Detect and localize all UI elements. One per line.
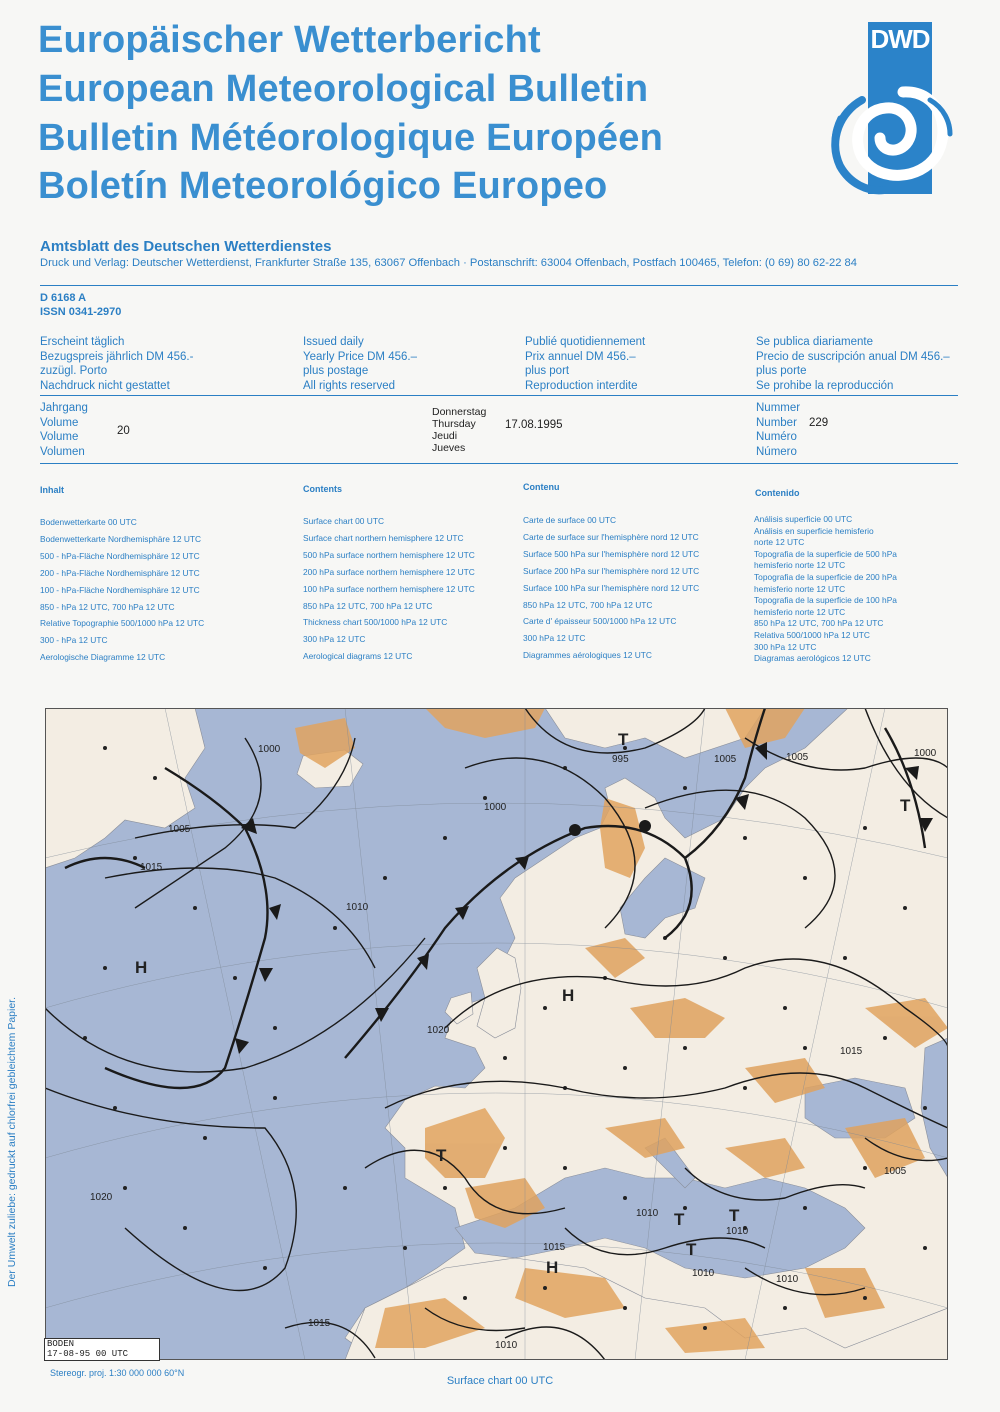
contents-item: Surface 500 hPa sur l'hemisphère nord 12 UTC	[523, 548, 700, 559]
agency-name: Amtsblatt des Deutschen Wetterdienstes	[40, 238, 332, 255]
contents-item: hemisferio norte 12 UTC	[754, 583, 846, 594]
contents-item: Surface 200 hPa sur l'hemisphère nord 12 UTC	[523, 565, 700, 576]
contents-item: Surface chart northern hemisphere 12 UTC	[303, 532, 464, 543]
chart-stamp	[44, 1338, 160, 1361]
contents-item: 850 hPa 12 UTC, 700 hPa 12 UTC	[523, 599, 653, 610]
info-line: Reproduction interdite	[525, 379, 638, 392]
isobar-label: 1005	[884, 1166, 907, 1177]
contents-item: 500 hPa surface northern hemisphere 12 UTC	[303, 549, 475, 560]
recycled-paper-note: Der Umwelt zuliebe: gedruckt auf chlorfrei gebleichtem Papier.	[6, 996, 18, 1288]
low-pressure-center: T	[729, 1206, 740, 1225]
contents-item: 200 hPa surface northern hemisphere 12 UTC	[303, 566, 475, 577]
isobar-label: 1010	[726, 1226, 749, 1237]
contents-item: Relative Topographie 500/1000 hPa 12 UTC	[40, 618, 205, 629]
contents-item: 100 hPa surface northern hemisphere 12 UTC	[303, 583, 475, 594]
contents-list-es	[754, 514, 897, 665]
info-line: plus postage	[303, 365, 369, 377]
high-pressure-center: H	[135, 958, 148, 977]
isobar-label: 1005	[168, 824, 191, 835]
number-label: Número	[756, 445, 797, 458]
contents-heading-es: Contenido	[755, 488, 800, 498]
divider	[40, 395, 958, 396]
stamp-title: BODEN	[47, 1339, 75, 1349]
volume-label: Volumen	[40, 445, 85, 458]
contents-item: Carte d' épaisseur 500/1000 hPa 12 UTC	[523, 616, 677, 627]
info-line: plus porte	[756, 365, 807, 377]
isobar-label: 1015	[140, 862, 163, 873]
number-label: Number	[756, 416, 797, 429]
weekday: Jeudi	[432, 430, 458, 442]
issue-number: 229	[809, 417, 829, 429]
number-labels	[756, 401, 800, 459]
contents-item: Diagrammes aérologiques 12 UTC	[523, 650, 652, 661]
contents-item: Análisis superficie 00 UTC	[754, 514, 853, 524]
contents-item: Bodenwetterkarte 00 UTC	[40, 517, 137, 527]
isobar-label: 1010	[636, 1208, 659, 1219]
weekday: Donnerstag	[432, 406, 487, 418]
contents-item: Topografia de la superficie de 100 hPa	[754, 595, 897, 606]
contents-item: Thickness chart 500/1000 hPa 12 UTC	[303, 617, 448, 628]
volume-labels	[40, 401, 88, 459]
projection-note: Stereogr. proj. 1:30 000 000 60°N	[50, 1368, 185, 1378]
contents-item: 200 - hPa-Fläche Nordhemisphäre 12 UTC	[40, 567, 200, 578]
number-label: Nummer	[756, 402, 801, 414]
info-line: Se publica diariamente	[756, 336, 873, 348]
publisher-address: Druck und Verlag: Deutscher Wetterdienst, Frankfurter Straße 135, 63067 Offenbach · Postanschrift: 63004 Offenbach, Postfach 100465, Telefon: (0 69) 80 62-22 84	[40, 257, 857, 269]
isobar-label: 1010	[692, 1268, 715, 1279]
info-line: zuzügl. Porto	[40, 365, 108, 377]
publication-info-fr	[525, 335, 645, 393]
contents-item: 500 - hPa-Fläche Nordhemisphäre 12 UTC	[40, 550, 200, 561]
isobar-label: 1020	[90, 1192, 113, 1203]
number-label: Numéro	[756, 431, 797, 443]
contents-item: norte 12 UTC	[754, 537, 805, 548]
isobar-label: 1005	[786, 752, 809, 763]
info-line: Prix annuel DM 456.–	[525, 350, 636, 363]
publication-info-es	[756, 335, 950, 393]
title-french: Bulletin Météorologique Européen	[38, 117, 663, 159]
info-line: Se prohibe la reproducción	[756, 379, 894, 392]
isobar-label: 1005	[714, 754, 737, 765]
isobar-label: 1000	[258, 744, 281, 755]
divider	[40, 285, 958, 286]
volume-value: 20	[117, 425, 130, 437]
contents-item: Carte de surface sur l'hemisphère nord 12 UTC	[523, 531, 699, 542]
contents-heading-en: Contents	[303, 484, 342, 494]
high-pressure-center: H	[546, 1258, 559, 1277]
isobar-label: 1015	[840, 1046, 863, 1057]
contents-heading-de: Inhalt	[40, 485, 64, 495]
weekday: Jueves	[432, 442, 466, 454]
publication-info-de	[40, 335, 193, 393]
isobar-label: 1020	[427, 1025, 450, 1036]
stamp-date: 17-08-95 00 UTC	[47, 1349, 129, 1359]
contents-item: 300 hPa 12 UTC	[754, 641, 817, 652]
isobar-label: 1000	[484, 802, 507, 813]
contents-list-en	[303, 513, 475, 665]
low-pressure-center: T	[674, 1210, 685, 1229]
contents-item: 300 hPa 12 UTC	[303, 634, 366, 645]
isobar-label: 1010	[776, 1274, 799, 1285]
contents-item: hemisferio norte 12 UTC	[754, 560, 846, 571]
contents-item: Diagramas aerológicos 12 UTC	[754, 653, 871, 664]
divider	[40, 463, 958, 464]
contents-heading-fr: Contenu	[523, 482, 560, 492]
contents-item: Topografia de la superficie de 500 hPa	[754, 548, 897, 559]
info-line: Bezugspreis jährlich DM 456.-	[40, 350, 194, 363]
low-pressure-center: T	[900, 796, 911, 815]
volume-label: Volume	[40, 431, 79, 443]
logo-text: DWD	[870, 24, 930, 54]
contents-item: 850 hPa 12 UTC, 700 hPa 12 UTC	[303, 600, 433, 611]
contents-item: Surface chart 00 UTC	[303, 516, 384, 526]
volume-label: Volume	[40, 416, 79, 429]
contents-item: Topografia de la superficie de 200 hPa	[754, 571, 897, 582]
contents-item: Bodenwetterkarte Nordhemisphäre 12 UTC	[40, 533, 202, 544]
contents-item: 300 hPa 12 UTC	[523, 633, 586, 644]
publication-code: D 6168 A	[40, 292, 87, 304]
info-line: Publié quotidiennement	[525, 336, 646, 348]
isobar-label: 1015	[308, 1318, 331, 1329]
contents-item: hemisferio norte 12 UTC	[754, 606, 846, 617]
contents-item: Aerological diagrams 12 UTC	[303, 651, 413, 662]
title-spanish: Boletín Meteorológico Europeo	[38, 165, 608, 207]
chart-caption: Surface chart 00 UTC	[446, 1375, 554, 1387]
isobar-label: 1010	[495, 1340, 518, 1351]
contents-item: Aerologische Diagramme 12 UTC	[40, 652, 166, 663]
low-pressure-center: T	[686, 1240, 697, 1259]
title-english: European Meteorological Bulletin	[38, 68, 649, 110]
low-pressure-center: T	[436, 1146, 447, 1165]
dwd-swirl-logo-icon	[810, 60, 960, 200]
weekday-labels	[432, 406, 486, 454]
contents-item: 850 hPa 12 UTC, 700 hPa 12 UTC	[754, 618, 884, 629]
contents-item: Relativa 500/1000 hPa 12 UTC	[754, 629, 870, 640]
info-line: Erscheint täglich	[40, 336, 125, 348]
contents-item: 300 - hPa 12 UTC	[40, 635, 108, 646]
publication-info-en	[303, 335, 417, 393]
contents-item: Carte de surface 00 UTC	[523, 515, 617, 525]
contents-item: 100 - hPa-Fläche Nordhemisphäre 12 UTC	[40, 584, 200, 595]
volume-label: Jahrgang	[40, 402, 88, 414]
contents-list-fr	[523, 512, 699, 664]
issue-date: 17.08.1995	[505, 419, 563, 431]
low-pressure-center: T	[618, 730, 629, 749]
high-pressure-center: H	[562, 986, 575, 1005]
isobar-label: 1010	[346, 902, 369, 913]
isobar-label: 1015	[543, 1242, 566, 1253]
isobar-label: 995	[612, 754, 629, 765]
issn-number: ISSN 0341-2970	[40, 306, 122, 318]
weekday: Thursday	[432, 418, 476, 430]
info-line: Nachdruck nicht gestattet	[40, 379, 170, 392]
contents-item: 850 - hPa 12 UTC, 700 hPa 12 UTC	[40, 601, 175, 612]
info-line: All rights reserved	[303, 379, 396, 392]
info-line: Issued daily	[303, 336, 364, 348]
title-german: Europäischer Wetterbericht	[38, 19, 541, 61]
contents-list-de	[40, 514, 204, 666]
contents-item: Surface 100 hPa sur l'hemisphère nord 12 UTC	[523, 582, 700, 593]
info-line: Precio de suscripción anual DM 456.–	[756, 350, 950, 363]
contents-item: Análisis en superficie hemisferio	[754, 525, 874, 536]
isobar-label: 1000	[914, 748, 937, 759]
info-line: Yearly Price DM 456.–	[303, 350, 417, 363]
info-line: plus port	[525, 365, 570, 377]
